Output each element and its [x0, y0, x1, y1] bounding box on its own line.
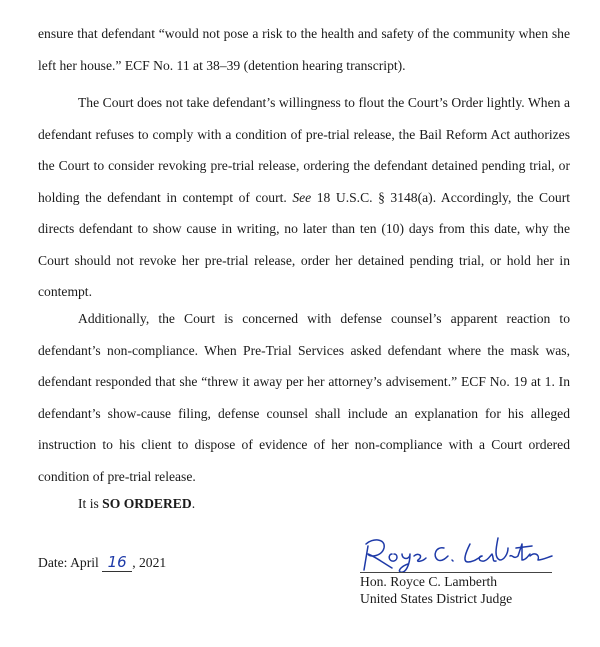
order-emphasis: SO ORDERED: [102, 496, 192, 511]
handwritten-day: 16: [102, 554, 132, 572]
paragraph-defense-counsel: [38, 303, 570, 492]
judge-name: Hon. Royce C. Lamberth: [360, 574, 498, 589]
judge-block: [360, 573, 512, 607]
paragraph-detention-hearing: [38, 18, 570, 81]
date-label: Date: April: [38, 555, 103, 570]
paragraph-text: 18 U.S.C. § 3148(a). Accordingly, the Court directs defendant to show cause in writing, no later than ten (10) days from this date, why the Court should not revoke her pre-trial release, order her detained pending trial, or hold her in contempt.: [38, 189, 570, 299]
judge-title: United States District Judge: [360, 591, 513, 606]
paragraph-text: Additionally, the Court is concerned with defense counsel’s apparent reaction to defendant’s non-compliance. When Pre-Trial Services asked defendant where the mask was, defendant responded that she “threw it away per her attorney’s advisement.” ECF No. 19 at 1. In defendant’s show-cause filing, defense counsel shall include an explanation for his alleged instruction to his client to dispose of evidence of her non-compliance with a Court ordered condition of pre-trial release.: [38, 311, 570, 484]
signature-strokes: [364, 538, 552, 572]
order-prefix: It is: [78, 496, 103, 511]
date-year: , 2021: [132, 555, 167, 570]
paragraph-text: The Court does not take defendant’s willingness to flout the Court’s Order lightly. When a defendant refuses to comply with a condition of pre-trial release, the Bail Reform Act authorizes the Court to consider revoking pre-trial release, ordering the defendant detained pending trial, or holding the defendant in contempt of court.: [38, 95, 570, 205]
paragraph-show-cause: [38, 87, 570, 308]
order-suffix: .: [191, 496, 196, 511]
so-ordered-line: [78, 488, 195, 520]
paragraph-text: ensure that defendant “would not pose a risk to the health and safety of the community when she left her house.” ECF No. 11 at 38–39 (detention hearing transcript).: [38, 26, 570, 73]
date-line: [38, 553, 166, 573]
citation-signal: See: [292, 189, 312, 205]
